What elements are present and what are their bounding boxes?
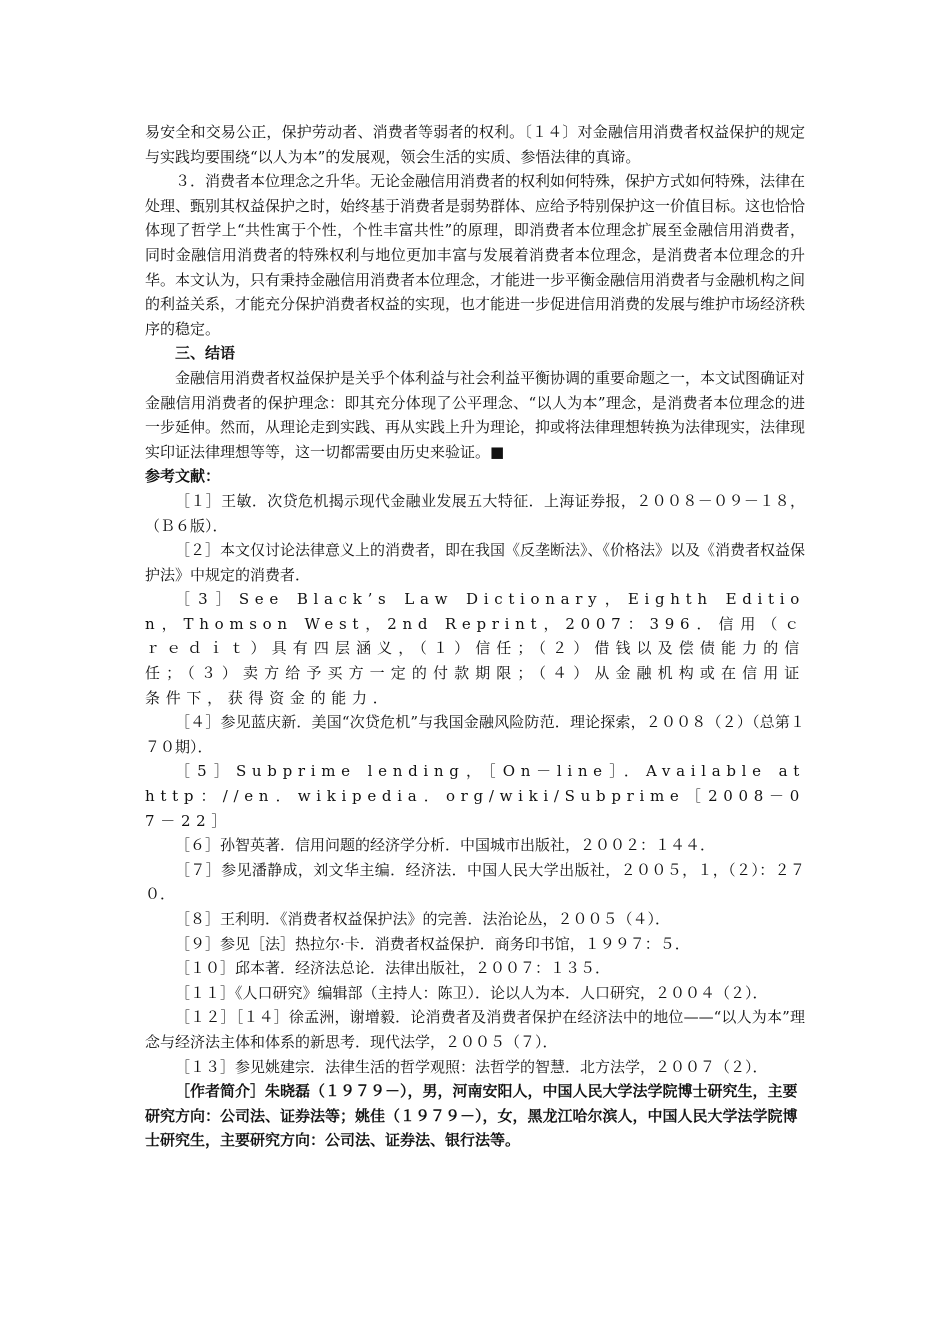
reference-item-12: ［１２］［１４］徐孟洲，谢增毅．论消费者及消费者保护在经济法中的地位——“以人为本”理念与经济法主体和体系的新思考．现代法学，２００５（７）． xyxy=(145,1008,805,1051)
reference-item-11: ［１１］《人口研究》编辑部（主持人：陈卫）．论以人为本．人口研究，２００４（２）． xyxy=(175,983,768,1002)
paper-page xyxy=(145,120,805,1153)
reference-item-7: ［７］参见潘静成，刘文华主编．经济法．中国人民大学出版社，２００５，１，（２）：２７０． xyxy=(145,860,805,904)
reference-item-2: ［２］本文仅讨论法律意义上的消费者，即在我国《反垄断法》、《价格法》以及《消费者权益保护法》中规定的消费者． xyxy=(145,541,806,584)
reference-item-3: ［3］See Black’s Law Dictionary，Eighth Edition，Thomson West，2nd Reprint，2007：396．信用（ｃｒｅｄｉｔ）具有四层涵义，（１）信任；（２）借钱以及偿债能力的信任；（３）卖方给予买方一定的付款期限；（４）从金融机构或在信用证条件下，获得资金的能力． xyxy=(145,590,805,707)
paragraph-continuation: 易安全和交易公正，保护劳动者、消费者等弱者的权利。〔１４〕对金融信用消费者权益保护的规定与实践均要围绕“以人为本”的发展观，领会生活的实质、参悟法律的真谛。 xyxy=(145,123,805,166)
paragraph-consumer-standard: ３．消费者本位理念之升华。无论金融信用消费者的权利如何特殊，保护方式如何特殊，法律在处理、甄别其权益保护之时，始终基于消费者是弱势群体、应给予特别保护这一价值目标。这也恰恰体现了哲学上“共性寓于个性，个性丰富共性”的原理，即消费者本位理念扩展至金融信用消费者，同时金融信用消费者的特殊权利与地位更加丰富与发展着消费者本位理念，是消费者本位理念的升华。本文认为，只有秉持金融信用消费者本位理念，才能进一步平衡金融信用消费者与金融机构之间的利益关系，才能充分保护消费者权益的实现，也才能进一步促进信用消费的发展与维护市场经济秩序的稳定。 xyxy=(145,172,806,338)
reference-item-4: ［４］参见蓝庆新．美国“次贷危机”与我国金融风险防范．理论探索，２００８（２）（总第１７０期）． xyxy=(145,713,805,756)
references-title: 参考文献： xyxy=(145,467,221,486)
reference-item-9: ［９］参见［法］热拉尔·卡．消费者权益保护．商务印书馆，１９９７：５． xyxy=(175,934,690,953)
reference-item-10: ［１０］邱本著．经济法总论．法律出版社，２００７：１３５． xyxy=(175,959,611,978)
reference-list xyxy=(145,489,805,1079)
reference-item-1: ［１］王敏．次贷危机揭示现代金融业发展五大特征．上海证券报，２００８－０９－１８，（Ｂ６版）． xyxy=(145,491,805,535)
author-bio: ［作者简介］朱晓磊（１９７９－），男，河南安阳人，中国人民大学法学院博士研究生，主要研究方向：公司法、证券法等；姚佳（１９７９－），女，黑龙江哈尔滨人，中国人民大学法学院博士研究生，主要研究方向：公司法、证券法、银行法等。 xyxy=(145,1082,798,1150)
reference-item-5: ［5］Subprime lending，［On－line］．Available at http：//en．wikipedia．org/wiki/Subprime［2008－07－22］ xyxy=(145,762,805,830)
paragraph-conclusion: 金融信用消费者权益保护是关乎个体利益与社会利益平衡协调的重要命题之一，本文试图确证对金融信用消费者的保护理念：即其充分体现了公平理念、“以人为本”理念，是消费者本位理念的进一步延伸。然而，从理论走到实践、再从实践上升为理论，抑或将法律理想转换为法律现实，法律现实印证法律理想等等，这一切都需要由历史来验证。■ xyxy=(145,368,806,461)
reference-item-13: ［１３］参见姚建宗．法律生活的哲学观照：法哲学的智慧．北方法学，２００７（２）． xyxy=(175,1057,768,1076)
section-heading-conclusion: 三、结语 xyxy=(175,344,236,363)
reference-item-6: ［６］孙智英著．信用问题的经济学分析．中国城市出版社，２００２：１４４． xyxy=(175,836,716,855)
reference-item-8: ［８］王利明．《消费者权益保护法》的完善．法治论丛，２００５（４）． xyxy=(175,910,671,928)
